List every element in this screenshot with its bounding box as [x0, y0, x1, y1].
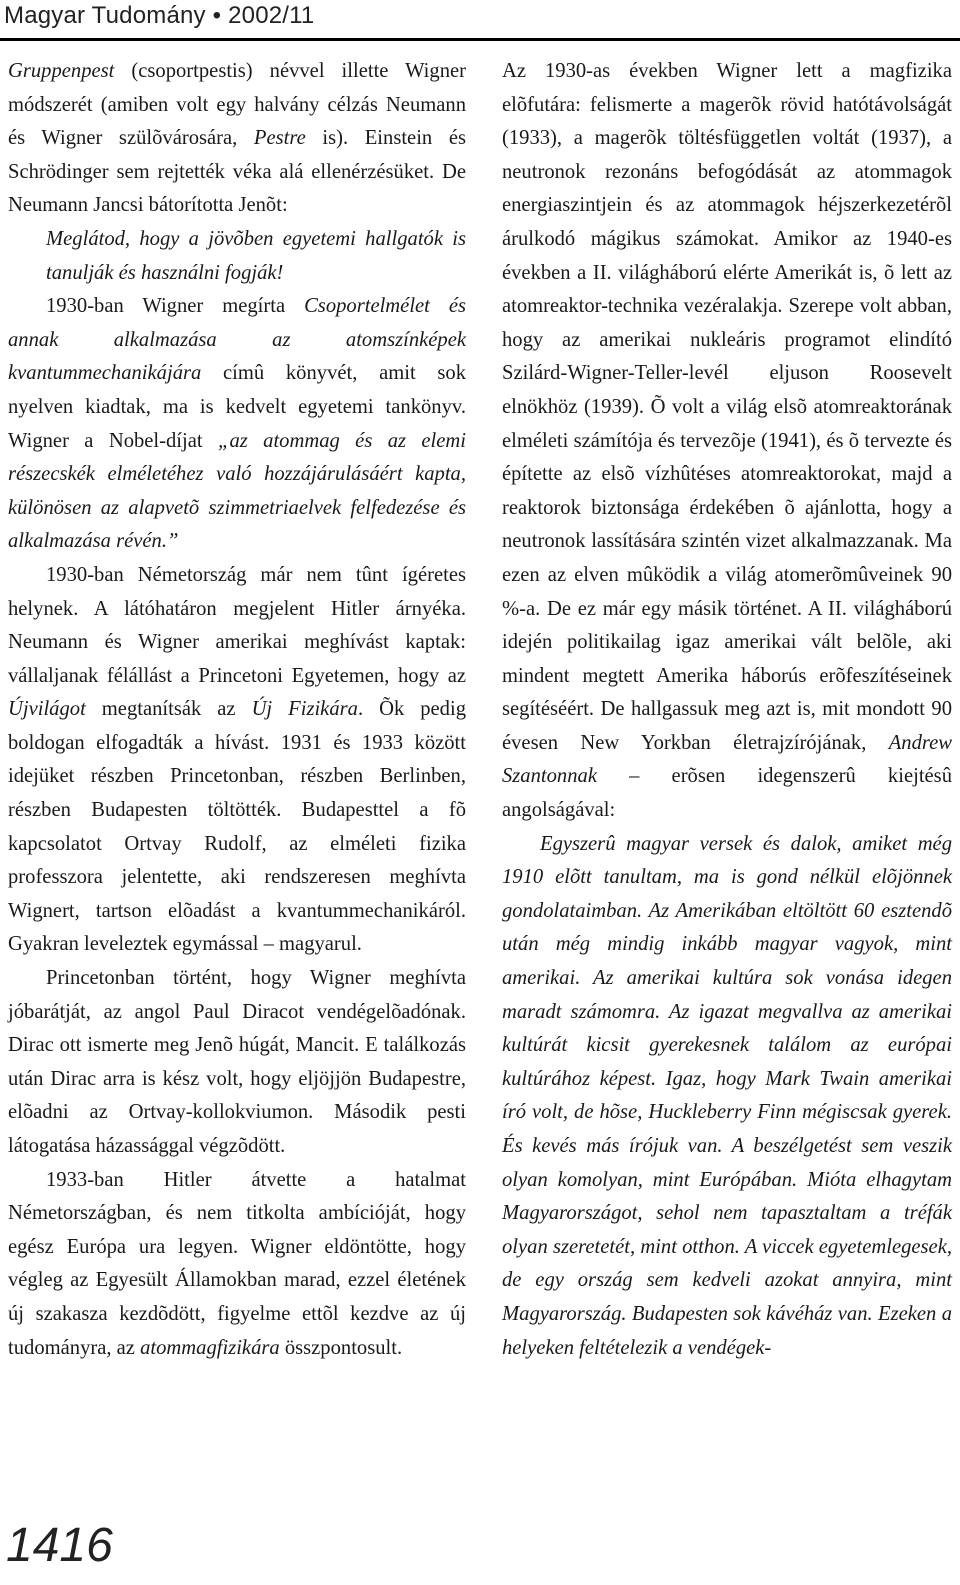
nobel-citation: „az atommag és az elemi részecskék elméletéhez való hozzájárulásáért kapta, különösen az alapvetõ szimmetriaelvek felfedezése és alkalmazása révén.”: [8, 429, 466, 553]
quote-neumann: Meglátod, hogy a jövõben egyetemi hallgatók is tanulják és használni fogják!: [46, 227, 466, 284]
book-title: Csoportelmélet és annak alkalmazása az atomszínképek kvantummechanikájára: [8, 295, 466, 385]
paragraph-1930-book: [8, 290, 466, 559]
text-span: – erõsen idegenszerû kiejtésû angolságával:: [502, 765, 952, 822]
text-span: (csoportpestis) névvel illette Wigner módszerét (amiben volt egy halvány célzás Neumann és Wigner szülõvárosára,: [8, 60, 466, 150]
paragraph-nuclear-physics: [502, 55, 952, 828]
right-column: [502, 55, 952, 1365]
term-pestre: Pestre: [253, 127, 306, 150]
paragraph-princeton-dirac: Princetonban történt, hogy Wigner meghívta jóbarátját, az angol Paul Diracot vendégelõadónak. Dirac ott ismerte meg Jenõ húgát, Mancit. E találkozás után Dirac arra is kész volt, hogy eljöjjön Budapestre, elõadni az Ortvay-kollokviumon. Második pesti látogatása házassággal végzõdött.: [8, 967, 466, 1157]
text-span: . Õk pedig boldogan elfogadták a hívást. 1931 és 1933 között idejüket részben Princetonban, részben Berlinben, részben Budapesten töltötték. Budapesttel a fõ kapcsolatot Ortvay Rudolf, az elméleti fizika professzora jelentette, aki rendszeresen meghívta Wignert, tartson elõadást a kvantummechanikáról. Gyakran leveleztek egymással – magyarul.: [8, 698, 466, 956]
paragraph-germany-1930: [8, 559, 466, 962]
running-header: Magyar Tudomány • 2002/11: [4, 2, 315, 29]
page-number: 1416: [6, 1519, 113, 1572]
header-rule: [0, 38, 960, 41]
text-span: megtanítsák az: [85, 698, 252, 721]
term-atommagfizika: atommagfizikára: [140, 1336, 280, 1359]
text-span: is). Einstein és Schrödinger sem rejtették véka alá ellenérzésüket. De Neumann Jancsi bátorította Jenõt:: [8, 127, 466, 217]
text-span: Az 1930-as években Wigner lett a magfizika elõfutára: felismerte a magerõk rövid hatótávolságát (1933), a magerõk töltésfüggetlen voltát (1937), a neutronok rezonáns befogódását az atommagok energiaszintjein és az atommagok héjszerkezetérõl árulkodó mágikus számokat. Amikor az 1940-es években a II. világháború elérte Amerikát is, õ lett az atomreaktor-technika vezéralakja. Szerepe volt abban, hogy az amerikai nukleáris programot elindító Szilárd-Wigner-Teller-levél eljuson Roosevelt elnökhöz (1939). Õ volt a világ elsõ atomreaktorának elméleti számítója és tervezõje (1941), és õ tervezte és építette az elsõ vízhûtéses atomreaktorokat, majd a reaktorok biztonsága érdekében õ ajánlotta, hogy a neutronok lassítására szintén vizet alkalmazzanak. Ma ezen az elven mûködik a világ atomerõmûveinek 90 %-a. De ez már egy másik történet. A II. világháború idején politikailag igaz amerikai vált belõle, aki mindent megtett Amerika háborús erõfeszítéseinek segítéséért. De hallgassuk meg azt is, mit mondott 90 évesen New Yorkban életrajzírójának,: [502, 60, 952, 754]
term-uj-fizikara: Új Fizikára: [251, 698, 358, 721]
text-span: 1930-ban Németország már nem tûnt ígéretes helynek. A látóhatáron megjelent Hitler árnyéka. Neumann és Wigner amerikai meghívást kaptak: vállaljanak félállást a Princetoni Egyetemen, hogy az: [8, 563, 466, 687]
text-span: címû könyvét, amit sok nyelven kiadtak, ma is kedvelt egyetemi tankönyv. Wigner a Nobel-díjat: [8, 362, 466, 452]
quote-wigner-interview: Egyszerû magyar versek és dalok, amiket még 1910 elõtt tanultam, ma is gond nélkül elõjönnek gondolataimban. Az Amerikában eltöltött 60 esztendõ után még mindig inkább magyar vagyok, mint amerikai. Az amerikai kultúra sok vonása idegen maradt számomra. Az igazat megvallva az amerikai kultúrát kicsit gyerekesnek találom az európai kultúrához képest. Igaz, hogy Mark Twain amerikai író volt, de hõse, Huckleberry Finn mégiscsak gyerek. És kevés más írójuk van. A beszélgetést sem veszik olyan komolyan, mint Európában. Mióta elhagytam Magyarországot, sehol nem tapasztaltam a tréfák olyan szeretetét, mint otthon. A viccek egyetemlegesek, de egy ország sem kedveli azokat annyira, mint Magyarország. Budapesten sok kávéház van. Ezeken a helyeken feltételezik a vendégek-: [502, 832, 952, 1359]
name-andrew-szanton: Andrew Szantonnak: [502, 731, 952, 788]
text-span: 1933-ban Hitler átvette a hatalmat Németországban, és nem titkolta ambícióját, hogy egész Európa ura legyen. Wigner eldöntötte, hogy végleg az Egyesült Államokban marad, ezzel életének új szakasza kezdõdött, figyelme ettõl kezdve az új tudományra, az: [8, 1168, 466, 1359]
text-span: 1930-ban Wigner megírta: [46, 295, 305, 318]
text-span: összpontosult.: [279, 1336, 403, 1359]
paragraph-gruppenpest: [8, 55, 466, 223]
left-column: [8, 55, 466, 1365]
paragraph-1933-hitler: [8, 1164, 466, 1366]
term-ujvilagot: Újvilágot: [8, 698, 86, 721]
term-gruppenpest: Gruppenpest: [8, 60, 115, 82]
